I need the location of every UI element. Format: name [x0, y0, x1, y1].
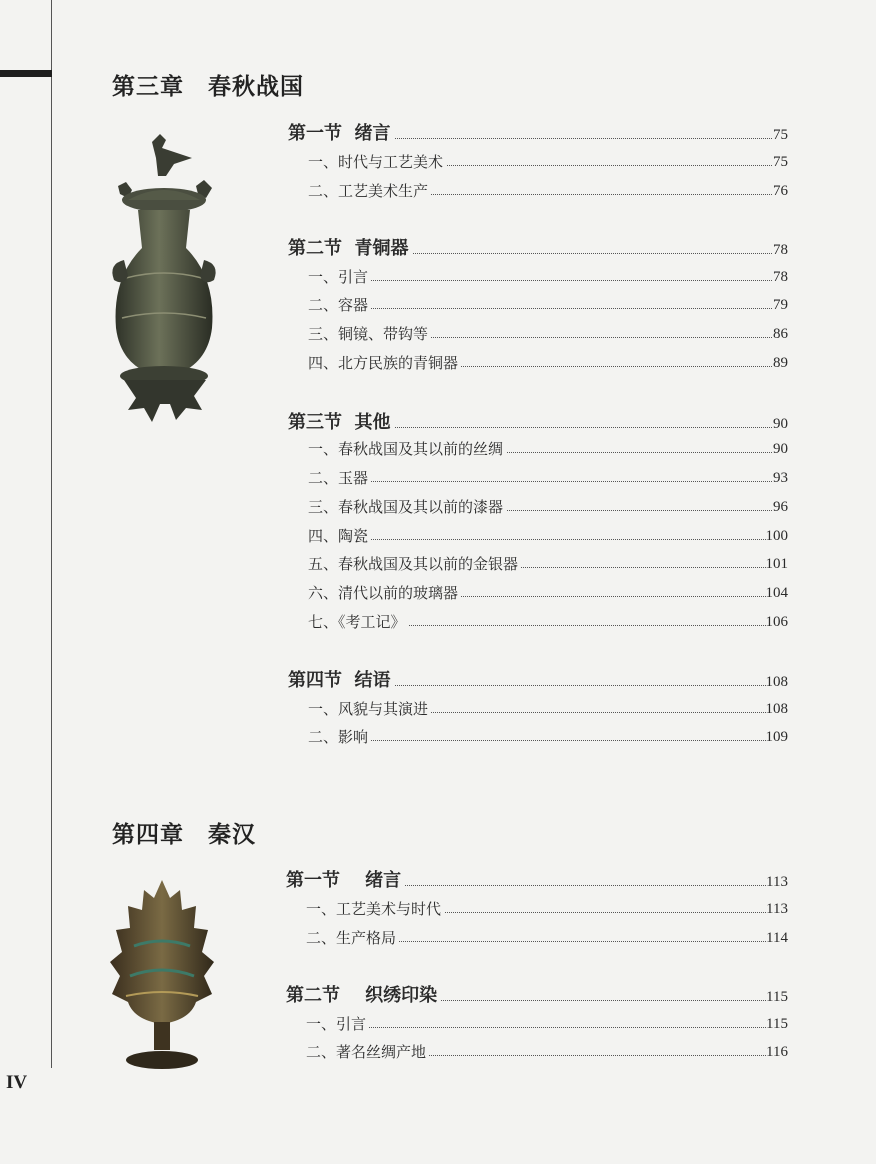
item-title: 三、铜镜、带钩等 [308, 327, 431, 342]
page-ref: 79 [773, 297, 788, 313]
item-title: 一、春秋战国及其以前的丝绸 [308, 442, 506, 457]
item-title: 三、春秋战国及其以前的漆器 [308, 500, 506, 515]
section-title: 第三节 其他 [288, 414, 395, 432]
item-title: 五、春秋战国及其以前的金银器 [308, 557, 521, 572]
page-ref: 86 [773, 326, 788, 342]
item-title: 一、引言 [308, 270, 371, 285]
toc-item-row [0, 146, 876, 172]
item-title: 四、陶瓷 [308, 529, 371, 544]
page-ref: 76 [773, 183, 788, 199]
toc-item-row [0, 491, 876, 517]
page-ref: 108 [765, 701, 788, 717]
page-ref: 75 [773, 154, 788, 170]
dot-leader [308, 740, 788, 741]
item-title: 六、清代以前的玻璃器 [308, 586, 461, 601]
section-title: 第四节 结语 [288, 672, 395, 690]
toc-item-row [0, 462, 876, 488]
page-ref: 90 [773, 416, 788, 432]
item-title: 一、时代与工艺美术 [308, 155, 446, 170]
toc-item-row [0, 922, 876, 948]
dot-leader [308, 539, 788, 540]
page-ref: 114 [766, 930, 788, 946]
page-ref: 89 [773, 355, 788, 371]
dot-leader [306, 1027, 788, 1028]
page-ref: 90 [773, 441, 788, 457]
chapter-title: 第三章 春秋战国 [112, 74, 304, 100]
page-ref: 115 [766, 1016, 788, 1032]
page-ref: 78 [773, 242, 788, 258]
page-ref: 116 [766, 1044, 788, 1060]
section-title: 第一节 绪言 [286, 872, 405, 890]
page-ref: 106 [765, 614, 788, 630]
page-ref: 75 [773, 127, 788, 143]
toc-item-row [0, 548, 876, 574]
item-title: 二、影响 [308, 730, 371, 745]
page-ref: 108 [765, 674, 788, 690]
item-title: 一、风貌与其演进 [308, 702, 431, 717]
toc-section-row [0, 866, 876, 892]
item-title: 二、工艺美术生产 [308, 184, 431, 199]
toc-item-row [0, 721, 876, 747]
toc-item-row [0, 318, 876, 344]
section-title: 第一节 绪言 [288, 125, 395, 143]
page-ref: 113 [766, 874, 788, 890]
page-number: IV [6, 1072, 28, 1093]
toc-section-row [0, 408, 876, 434]
page-ref: 96 [773, 499, 788, 515]
item-title: 四、北方民族的青铜器 [308, 356, 461, 371]
toc-item-row [0, 577, 876, 603]
page-ref: 109 [765, 729, 788, 745]
toc-item-row [0, 1008, 876, 1034]
toc-item-row [0, 289, 876, 315]
toc-item-row [0, 520, 876, 546]
dot-leader [308, 280, 788, 281]
toc-item-row [0, 175, 876, 201]
item-title: 二、容器 [308, 298, 371, 313]
dot-leader [308, 308, 788, 309]
page-ref: 104 [765, 585, 788, 601]
toc-item-row [0, 893, 876, 919]
toc-item-row [0, 261, 876, 287]
item-title: 一、引言 [306, 1017, 369, 1032]
item-title: 二、生产格局 [306, 931, 399, 946]
chapter-title: 第四章 秦汉 [112, 822, 256, 848]
toc-section-row [0, 981, 876, 1007]
page-ref: 78 [773, 269, 788, 285]
toc-item-row [0, 606, 876, 632]
toc-section-row [0, 666, 876, 692]
item-title: 七、《考工记》 [308, 615, 409, 630]
section-title: 第二节 织绣印染 [286, 987, 441, 1005]
page-ref: 101 [765, 556, 788, 572]
toc-item-row [0, 347, 876, 373]
page-ref: 93 [773, 470, 788, 486]
margin-tab-marker [0, 70, 52, 77]
dot-leader [308, 481, 788, 482]
page-ref: 113 [766, 901, 788, 917]
toc-item-row [0, 1036, 876, 1062]
toc-item-row [0, 433, 876, 459]
toc-section-row [0, 234, 876, 260]
item-title: 二、玉器 [308, 471, 371, 486]
toc-item-row [0, 693, 876, 719]
item-title: 一、工艺美术与时代 [306, 902, 444, 917]
item-title: 二、著名丝绸产地 [306, 1045, 429, 1060]
page-ref: 100 [765, 528, 788, 544]
section-title: 第二节 青铜器 [288, 240, 413, 258]
page-ref: 115 [766, 989, 788, 1005]
toc-section-row [0, 119, 876, 145]
